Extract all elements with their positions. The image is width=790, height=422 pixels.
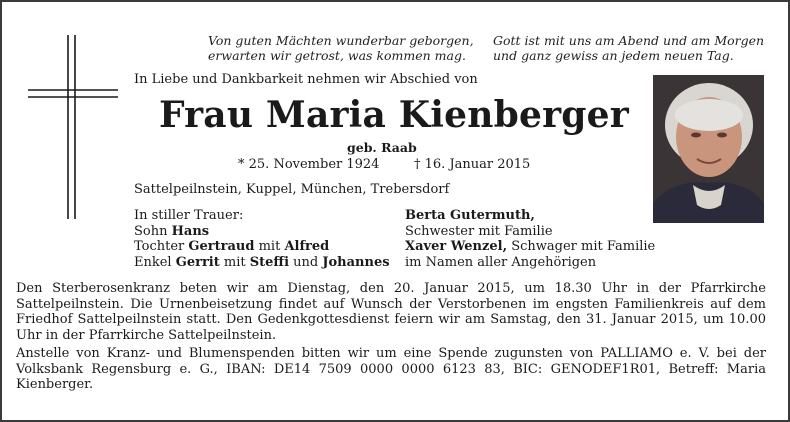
daughter-partner-name: Alfred bbox=[284, 239, 330, 255]
mourner-line-daughter: Tochter Gertraud mit Alfred bbox=[134, 239, 330, 255]
places-list: Sattelpeilnstein, Kuppel, München, Trebersdorf bbox=[134, 182, 450, 197]
service-paragraph: Den Sterberosenkranz beten wir am Dienstag, den 20. Januar 2015, um 18.30 Uhr in der Pfarrkirche Sattelpeilnstein. Die Urnenbeisetzung findet auf Wunsch der Verstorbenen im engsten Familienkreis auf dem Friedhof Sattelpeilnstein statt. Den Gedenkgottesdienst feiern wir am Samstag, den 31. Januar 2015, um 10.00 Uhr in der Pfarrkirche Sattelpeilnstein. bbox=[16, 281, 766, 343]
portrait-photo bbox=[653, 75, 764, 223]
mourner-line-son: Sohn Hans bbox=[134, 223, 210, 239]
poem-line: Von guten Mächten wunderbar geborgen, bbox=[208, 33, 474, 48]
grandchild-name: Gerrit bbox=[175, 254, 220, 270]
birth-date: * 25. November 1924 bbox=[238, 157, 380, 172]
grandchild-partner-name: Steffi bbox=[249, 254, 290, 270]
cross-icon bbox=[28, 35, 118, 219]
poem-left bbox=[208, 33, 474, 63]
donation-paragraph: Anstelle von Kranz- und Blumenspenden bitten wir um eine Spende zugunsten von PALLIAMO e. V. bei der Volksbank Regensburg e. G., IBAN: DE14 7509 0000 0000 6123 83, BIC: GENODEF1R01, Betreff: Maria Kienberger. bbox=[16, 346, 766, 393]
mourner-line-sister-note: Schwester mit Familie bbox=[405, 223, 553, 239]
mourner-line-brother-in-law: Xaver Wenzel, Schwager mit Familie bbox=[405, 239, 656, 255]
maiden-name: geb. Raab bbox=[347, 140, 417, 155]
deceased-name: Frau Maria Kienberger bbox=[159, 94, 629, 136]
mourners-right bbox=[405, 208, 655, 270]
poem-right bbox=[493, 33, 764, 63]
death-date: † 16. Januar 2015 bbox=[414, 157, 531, 172]
daughter-name: Gertraud bbox=[188, 239, 255, 255]
son-name: Hans bbox=[171, 223, 210, 239]
mourner-line-sister: Berta Gutermuth, bbox=[405, 208, 535, 223]
mourners-left bbox=[134, 208, 390, 270]
poem-line: und ganz gewiss an jedem neuen Tag. bbox=[493, 48, 734, 63]
mourner-line-grandchildren: Enkel Gerrit mit Steffi und Johannes bbox=[134, 254, 390, 270]
grandchild-name: Johannes bbox=[322, 254, 390, 270]
poem-line: erwarten wir getrost, was kommen mag. bbox=[208, 48, 466, 63]
poem-line: Gott ist mit uns am Abend und am Morgen bbox=[493, 33, 765, 48]
mourners-heading: In stiller Trauer: bbox=[134, 208, 244, 223]
mourner-line-relatives: im Namen aller Angehörigen bbox=[405, 254, 597, 270]
farewell-intro: In Liebe und Dankbarkeit nehmen wir Abschied von bbox=[134, 72, 478, 87]
